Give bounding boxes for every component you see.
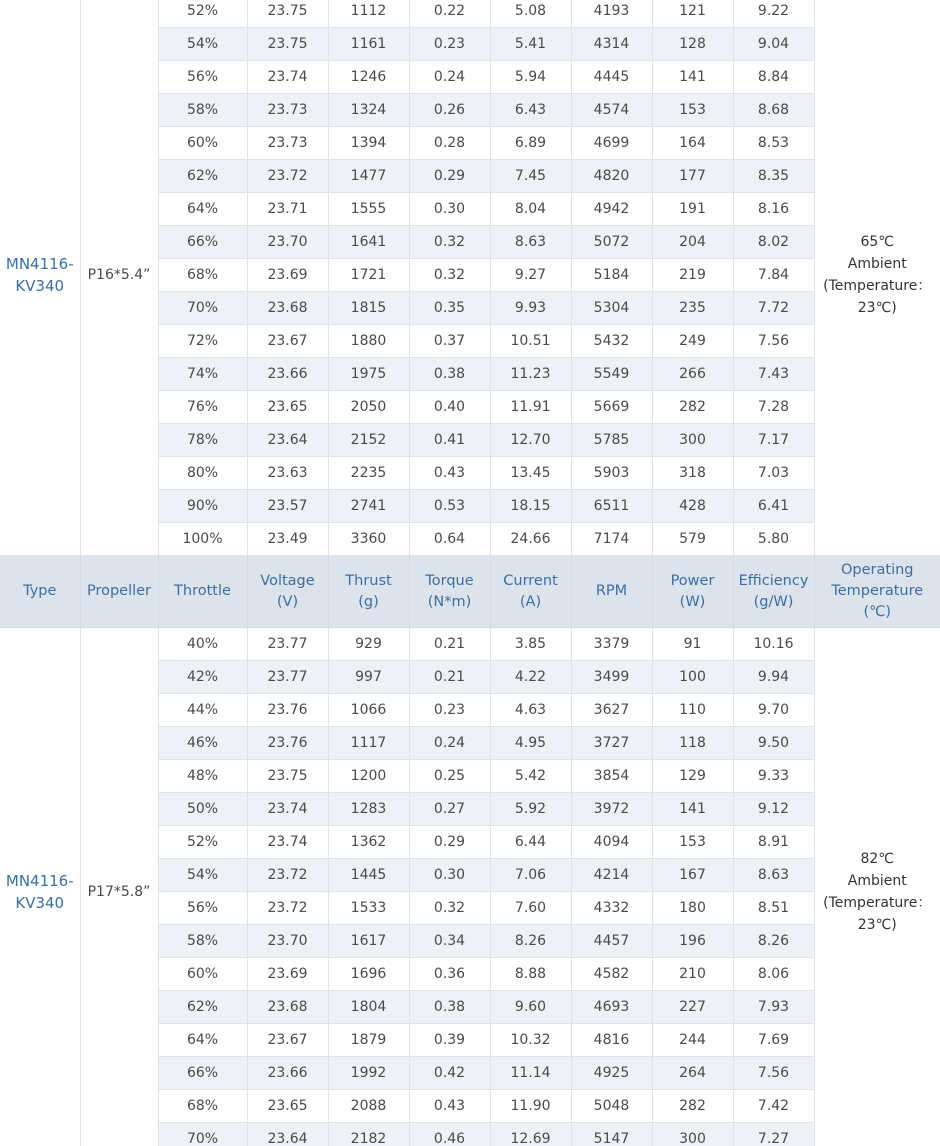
rpm-cell: 5184: [571, 259, 652, 292]
rpm-cell: 7174: [571, 523, 652, 556]
thrust-cell: 1394: [328, 127, 409, 160]
voltage-cell: 23.67: [247, 1024, 328, 1057]
voltage-cell: 23.74: [247, 826, 328, 859]
thrust-cell: 1362: [328, 826, 409, 859]
power-cell: 204: [652, 226, 733, 259]
throttle-cell: 74%: [158, 358, 247, 391]
header-operating-temperature: Operating Temperature (℃): [814, 556, 940, 628]
header-rpm: RPM: [571, 556, 652, 628]
efficiency-cell: 7.84: [733, 259, 814, 292]
efficiency-cell: 7.72: [733, 292, 814, 325]
efficiency-cell: 8.51: [733, 892, 814, 925]
thrust-cell: 997: [328, 661, 409, 694]
voltage-cell: 23.75: [247, 0, 328, 28]
motor-type-cell: [0, 0, 80, 556]
thrust-cell: 1161: [328, 28, 409, 61]
throttle-cell: 60%: [158, 958, 247, 991]
motor-type-line: KV340: [15, 277, 65, 295]
rpm-cell: 4457: [571, 925, 652, 958]
current-cell: 10.51: [490, 325, 571, 358]
voltage-cell: 23.67: [247, 325, 328, 358]
power-cell: 121: [652, 0, 733, 28]
current-cell: 5.94: [490, 61, 571, 94]
efficiency-cell: 8.84: [733, 61, 814, 94]
torque-cell: 0.23: [409, 28, 490, 61]
power-cell: 153: [652, 826, 733, 859]
power-cell: 118: [652, 727, 733, 760]
throttle-cell: 64%: [158, 193, 247, 226]
efficiency-cell: 8.26: [733, 925, 814, 958]
voltage-cell: 23.69: [247, 958, 328, 991]
rpm-cell: 4445: [571, 61, 652, 94]
torque-cell: 0.34: [409, 925, 490, 958]
throttle-cell: 70%: [158, 292, 247, 325]
test-group-p16: [0, 0, 940, 556]
thrust-cell: 2235: [328, 457, 409, 490]
voltage-cell: 23.75: [247, 760, 328, 793]
throttle-cell: 56%: [158, 61, 247, 94]
torque-cell: 0.29: [409, 160, 490, 193]
torque-cell: 0.21: [409, 628, 490, 661]
throttle-cell: 54%: [158, 28, 247, 61]
thrust-cell: 3360: [328, 523, 409, 556]
rpm-cell: 5304: [571, 292, 652, 325]
torque-cell: 0.38: [409, 991, 490, 1024]
propeller-cell: P16*5.4”: [80, 0, 158, 556]
efficiency-cell: 8.35: [733, 160, 814, 193]
throttle-cell: 44%: [158, 694, 247, 727]
rpm-cell: 4582: [571, 958, 652, 991]
voltage-cell: 23.57: [247, 490, 328, 523]
torque-cell: 0.53: [409, 490, 490, 523]
motor-type-line: MN4116-: [5, 255, 74, 273]
temperature-line: 82℃: [860, 850, 895, 867]
efficiency-cell: 9.50: [733, 727, 814, 760]
throttle-cell: 62%: [158, 160, 247, 193]
current-cell: 11.91: [490, 391, 571, 424]
power-cell: 196: [652, 925, 733, 958]
efficiency-cell: 5.80: [733, 523, 814, 556]
current-cell: 8.88: [490, 958, 571, 991]
voltage-cell: 23.72: [247, 859, 328, 892]
rpm-cell: 3499: [571, 661, 652, 694]
torque-cell: 0.32: [409, 226, 490, 259]
current-cell: 5.42: [490, 760, 571, 793]
torque-cell: 0.25: [409, 760, 490, 793]
rpm-cell: 5147: [571, 1123, 652, 1146]
throttle-cell: 68%: [158, 259, 247, 292]
temperature-line: 65℃: [860, 234, 895, 250]
efficiency-cell: 7.27: [733, 1123, 814, 1146]
rpm-cell: 4925: [571, 1057, 652, 1090]
current-cell: 6.89: [490, 127, 571, 160]
efficiency-cell: 8.63: [733, 859, 814, 892]
thrust-cell: 2088: [328, 1090, 409, 1123]
voltage-cell: 23.77: [247, 661, 328, 694]
rpm-cell: 4816: [571, 1024, 652, 1057]
header-voltage: Voltage (V): [247, 556, 328, 628]
rpm-cell: 4094: [571, 826, 652, 859]
efficiency-cell: 9.12: [733, 793, 814, 826]
efficiency-cell: 7.56: [733, 325, 814, 358]
power-cell: 129: [652, 760, 733, 793]
throttle-cell: 54%: [158, 859, 247, 892]
torque-cell: 0.35: [409, 292, 490, 325]
power-cell: 249: [652, 325, 733, 358]
power-cell: 235: [652, 292, 733, 325]
rpm-cell: 5785: [571, 424, 652, 457]
efficiency-cell: 7.93: [733, 991, 814, 1024]
efficiency-cell: 8.53: [733, 127, 814, 160]
throttle-cell: 100%: [158, 523, 247, 556]
rpm-cell: 5048: [571, 1090, 652, 1123]
motor-type-cell: [0, 628, 80, 1146]
thrust-cell: 1804: [328, 991, 409, 1024]
power-cell: 177: [652, 160, 733, 193]
current-cell: 11.90: [490, 1090, 571, 1123]
rpm-cell: 5432: [571, 325, 652, 358]
throttle-cell: 66%: [158, 1057, 247, 1090]
efficiency-cell: 9.22: [733, 0, 814, 28]
header-row: [0, 556, 940, 628]
voltage-cell: 23.76: [247, 727, 328, 760]
thrust-cell: 1283: [328, 793, 409, 826]
rpm-cell: 4214: [571, 859, 652, 892]
thrust-cell: 1880: [328, 325, 409, 358]
power-cell: 227: [652, 991, 733, 1024]
rpm-cell: 4699: [571, 127, 652, 160]
torque-cell: 0.37: [409, 325, 490, 358]
voltage-cell: 23.72: [247, 892, 328, 925]
torque-cell: 0.24: [409, 727, 490, 760]
torque-cell: 0.36: [409, 958, 490, 991]
rpm-cell: 5669: [571, 391, 652, 424]
efficiency-cell: 8.91: [733, 826, 814, 859]
efficiency-cell: 8.68: [733, 94, 814, 127]
throttle-cell: 40%: [158, 628, 247, 661]
efficiency-cell: 9.94: [733, 661, 814, 694]
torque-cell: 0.42: [409, 1057, 490, 1090]
throttle-cell: 72%: [158, 325, 247, 358]
efficiency-cell: 6.41: [733, 490, 814, 523]
voltage-cell: 23.72: [247, 160, 328, 193]
power-cell: 318: [652, 457, 733, 490]
throttle-cell: 52%: [158, 0, 247, 28]
power-cell: 282: [652, 391, 733, 424]
torque-cell: 0.46: [409, 1123, 490, 1146]
voltage-cell: 23.66: [247, 358, 328, 391]
efficiency-cell: 7.28: [733, 391, 814, 424]
torque-cell: 0.40: [409, 391, 490, 424]
torque-cell: 0.41: [409, 424, 490, 457]
operating-temperature-cell: [814, 628, 940, 1146]
torque-cell: 0.32: [409, 892, 490, 925]
power-cell: 110: [652, 694, 733, 727]
rpm-cell: 5549: [571, 358, 652, 391]
current-cell: 9.60: [490, 991, 571, 1024]
efficiency-cell: 9.04: [733, 28, 814, 61]
power-cell: 428: [652, 490, 733, 523]
efficiency-cell: 7.03: [733, 457, 814, 490]
efficiency-cell: 7.69: [733, 1024, 814, 1057]
rpm-cell: 3727: [571, 727, 652, 760]
throttle-cell: 64%: [158, 1024, 247, 1057]
rpm-cell: 5903: [571, 457, 652, 490]
current-cell: 8.04: [490, 193, 571, 226]
power-cell: 300: [652, 1123, 733, 1146]
power-cell: 141: [652, 61, 733, 94]
voltage-cell: 23.65: [247, 391, 328, 424]
throttle-cell: 90%: [158, 490, 247, 523]
temperature-line: (Temperature：: [823, 894, 932, 911]
power-cell: 153: [652, 94, 733, 127]
voltage-cell: 23.73: [247, 127, 328, 160]
current-cell: 9.27: [490, 259, 571, 292]
torque-cell: 0.28: [409, 127, 490, 160]
thrust-cell: 1617: [328, 925, 409, 958]
voltage-cell: 23.71: [247, 193, 328, 226]
temperature-line: Ambient: [847, 256, 907, 272]
rpm-cell: 3379: [571, 628, 652, 661]
voltage-cell: 23.65: [247, 1090, 328, 1123]
voltage-cell: 23.76: [247, 694, 328, 727]
voltage-cell: 23.64: [247, 1123, 328, 1146]
rpm-cell: 3854: [571, 760, 652, 793]
header-type: Type: [0, 556, 80, 628]
motor-type-line: KV340: [15, 893, 65, 912]
voltage-cell: 23.66: [247, 1057, 328, 1090]
torque-cell: 0.21: [409, 661, 490, 694]
header-propeller: Propeller: [80, 556, 158, 628]
efficiency-cell: 7.42: [733, 1090, 814, 1123]
torque-cell: 0.32: [409, 259, 490, 292]
efficiency-cell: 9.33: [733, 760, 814, 793]
power-cell: 300: [652, 424, 733, 457]
thrust-cell: 1246: [328, 61, 409, 94]
throttle-cell: 78%: [158, 424, 247, 457]
voltage-cell: 23.68: [247, 292, 328, 325]
thrust-cell: 1555: [328, 193, 409, 226]
current-cell: 5.08: [490, 0, 571, 28]
power-cell: 164: [652, 127, 733, 160]
thrust-cell: 1200: [328, 760, 409, 793]
voltage-cell: 23.69: [247, 259, 328, 292]
throttle-cell: 62%: [158, 991, 247, 1024]
throttle-cell: 70%: [158, 1123, 247, 1146]
thrust-cell: 1992: [328, 1057, 409, 1090]
power-cell: 141: [652, 793, 733, 826]
thrust-cell: 1815: [328, 292, 409, 325]
thrust-cell: 1879: [328, 1024, 409, 1057]
current-cell: 7.45: [490, 160, 571, 193]
torque-cell: 0.30: [409, 193, 490, 226]
throttle-cell: 76%: [158, 391, 247, 424]
current-cell: 6.44: [490, 826, 571, 859]
power-cell: 266: [652, 358, 733, 391]
current-cell: 12.70: [490, 424, 571, 457]
current-cell: 5.92: [490, 793, 571, 826]
thrust-cell: 2741: [328, 490, 409, 523]
throttle-cell: 58%: [158, 94, 247, 127]
rpm-cell: 5072: [571, 226, 652, 259]
temperature-line: 23℃): [857, 916, 897, 933]
table-header: [0, 556, 940, 628]
torque-cell: 0.22: [409, 0, 490, 28]
current-cell: 13.45: [490, 457, 571, 490]
table-row: [0, 0, 940, 28]
voltage-cell: 23.70: [247, 925, 328, 958]
rpm-cell: 4574: [571, 94, 652, 127]
power-cell: 282: [652, 1090, 733, 1123]
thrust-cell: 1696: [328, 958, 409, 991]
voltage-cell: 23.64: [247, 424, 328, 457]
current-cell: 7.06: [490, 859, 571, 892]
power-cell: 180: [652, 892, 733, 925]
temperature-line: Ambient: [847, 872, 907, 889]
power-cell: 244: [652, 1024, 733, 1057]
throttle-cell: 46%: [158, 727, 247, 760]
current-cell: 8.63: [490, 226, 571, 259]
torque-cell: 0.24: [409, 61, 490, 94]
current-cell: 6.43: [490, 94, 571, 127]
voltage-cell: 23.75: [247, 28, 328, 61]
throttle-cell: 56%: [158, 892, 247, 925]
thrust-cell: 1533: [328, 892, 409, 925]
efficiency-cell: 8.16: [733, 193, 814, 226]
current-cell: 9.93: [490, 292, 571, 325]
current-cell: 8.26: [490, 925, 571, 958]
power-cell: 219: [652, 259, 733, 292]
rpm-cell: 4314: [571, 28, 652, 61]
power-cell: 128: [652, 28, 733, 61]
torque-cell: 0.26: [409, 94, 490, 127]
rpm-cell: 4693: [571, 991, 652, 1024]
efficiency-cell: 8.02: [733, 226, 814, 259]
thrust-cell: 1477: [328, 160, 409, 193]
thrust-cell: 2152: [328, 424, 409, 457]
torque-cell: 0.64: [409, 523, 490, 556]
throttle-cell: 66%: [158, 226, 247, 259]
motor-type-line: MN4116-: [5, 871, 74, 890]
rpm-cell: 4332: [571, 892, 652, 925]
table-row: [0, 628, 940, 661]
power-cell: 210: [652, 958, 733, 991]
efficiency-cell: 7.17: [733, 424, 814, 457]
power-cell: 91: [652, 628, 733, 661]
throttle-cell: 50%: [158, 793, 247, 826]
torque-cell: 0.39: [409, 1024, 490, 1057]
header-thrust: Thrust (g): [328, 556, 409, 628]
voltage-cell: 23.73: [247, 94, 328, 127]
efficiency-cell: 8.06: [733, 958, 814, 991]
throttle-cell: 80%: [158, 457, 247, 490]
efficiency-cell: 10.16: [733, 628, 814, 661]
torque-cell: 0.43: [409, 457, 490, 490]
header-torque: Torque (N*m): [409, 556, 490, 628]
torque-cell: 0.29: [409, 826, 490, 859]
voltage-cell: 23.49: [247, 523, 328, 556]
throttle-cell: 52%: [158, 826, 247, 859]
current-cell: 11.23: [490, 358, 571, 391]
throttle-cell: 42%: [158, 661, 247, 694]
current-cell: 4.95: [490, 727, 571, 760]
power-cell: 579: [652, 523, 733, 556]
current-cell: 4.22: [490, 661, 571, 694]
operating-temperature-cell: [814, 0, 940, 556]
rpm-cell: 4942: [571, 193, 652, 226]
thrust-cell: 1112: [328, 0, 409, 28]
rpm-cell: 4820: [571, 160, 652, 193]
torque-cell: 0.30: [409, 859, 490, 892]
propeller-cell: P17*5.8”: [80, 628, 158, 1146]
power-cell: 100: [652, 661, 733, 694]
thrust-cell: 1975: [328, 358, 409, 391]
thrust-cell: 2182: [328, 1123, 409, 1146]
thrust-cell: 1445: [328, 859, 409, 892]
current-cell: 5.41: [490, 28, 571, 61]
thrust-cell: 1324: [328, 94, 409, 127]
current-cell: 10.32: [490, 1024, 571, 1057]
thrust-cell: 1641: [328, 226, 409, 259]
power-cell: 191: [652, 193, 733, 226]
efficiency-cell: 9.70: [733, 694, 814, 727]
torque-cell: 0.38: [409, 358, 490, 391]
current-cell: 18.15: [490, 490, 571, 523]
current-cell: 24.66: [490, 523, 571, 556]
voltage-cell: 23.74: [247, 793, 328, 826]
rpm-cell: 3627: [571, 694, 652, 727]
throttle-cell: 58%: [158, 925, 247, 958]
rpm-cell: 4193: [571, 0, 652, 28]
temperature-line: (Temperature：: [823, 278, 932, 294]
torque-cell: 0.23: [409, 694, 490, 727]
torque-cell: 0.43: [409, 1090, 490, 1123]
thrust-cell: 2050: [328, 391, 409, 424]
efficiency-cell: 7.43: [733, 358, 814, 391]
thrust-cell: 1066: [328, 694, 409, 727]
current-cell: 12.69: [490, 1123, 571, 1146]
voltage-cell: 23.74: [247, 61, 328, 94]
efficiency-cell: 7.56: [733, 1057, 814, 1090]
voltage-cell: 23.68: [247, 991, 328, 1024]
test-group-p17: [0, 628, 940, 1146]
voltage-cell: 23.70: [247, 226, 328, 259]
thrust-cell: 929: [328, 628, 409, 661]
power-cell: 264: [652, 1057, 733, 1090]
current-cell: 7.60: [490, 892, 571, 925]
current-cell: 4.63: [490, 694, 571, 727]
header-efficiency: Efficiency (g/W): [733, 556, 814, 628]
throttle-cell: 48%: [158, 760, 247, 793]
rpm-cell: 3972: [571, 793, 652, 826]
voltage-cell: 23.63: [247, 457, 328, 490]
header-throttle: Throttle: [158, 556, 247, 628]
temperature-line: 23℃): [857, 300, 897, 316]
throttle-cell: 68%: [158, 1090, 247, 1123]
power-cell: 167: [652, 859, 733, 892]
voltage-cell: 23.77: [247, 628, 328, 661]
thrust-cell: 1117: [328, 727, 409, 760]
torque-cell: 0.27: [409, 793, 490, 826]
throttle-cell: 60%: [158, 127, 247, 160]
thrust-cell: 1721: [328, 259, 409, 292]
rpm-cell: 6511: [571, 490, 652, 523]
current-cell: 3.85: [490, 628, 571, 661]
header-current: Current (A): [490, 556, 571, 628]
current-cell: 11.14: [490, 1057, 571, 1090]
header-power: Power (W): [652, 556, 733, 628]
